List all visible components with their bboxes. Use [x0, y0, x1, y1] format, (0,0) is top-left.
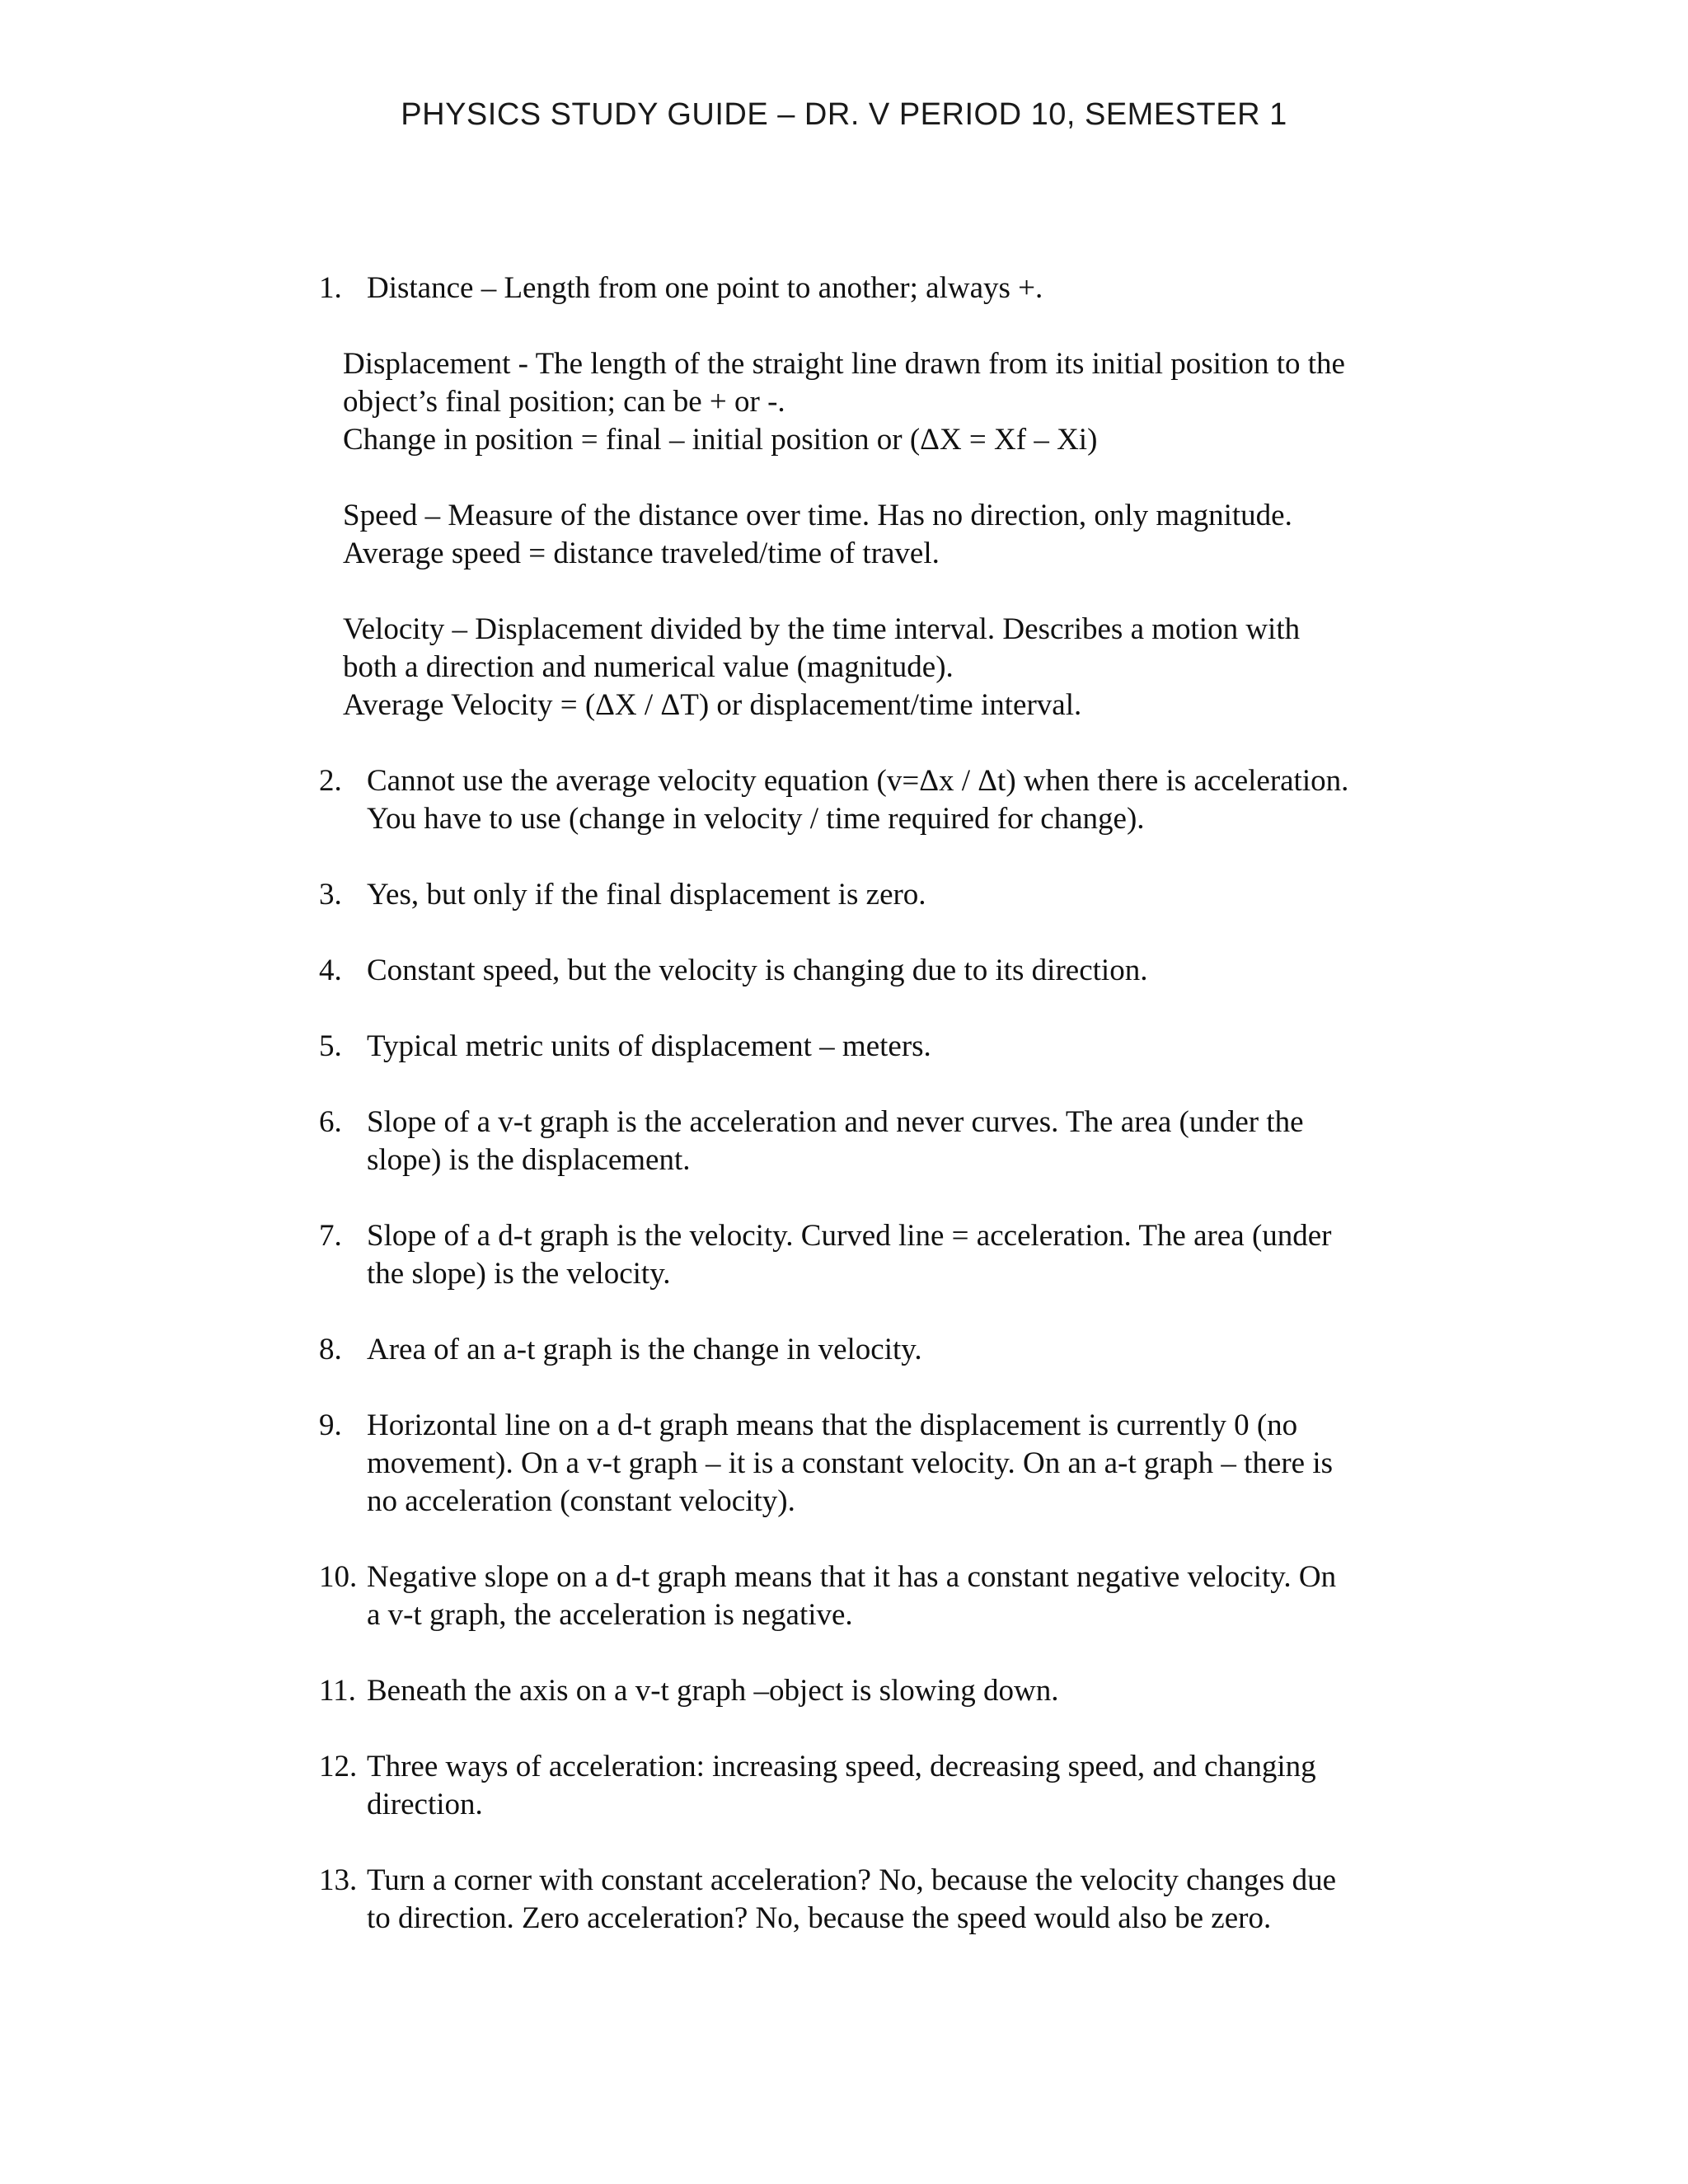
item-number: 8. [319, 1333, 342, 1366]
study-guide-list [319, 269, 1440, 1975]
item-text-line: Area of an a-t graph is the change in velocity. [367, 1333, 922, 1366]
item-number: 4. [319, 954, 342, 987]
list-item-5 [319, 1028, 1440, 1066]
list-item-2 [319, 762, 1440, 838]
list-item-11 [319, 1672, 1440, 1710]
list-item-3 [319, 876, 1440, 914]
list-item-1 [319, 269, 1440, 724]
list-item-7 [319, 1217, 1440, 1293]
item-number: 12. [319, 1750, 358, 1783]
item-number: 10. [319, 1560, 358, 1594]
item-text-line: Slope of a d-t graph is the velocity. Curved line = acceleration. The area (under [367, 1219, 1332, 1253]
list-item-6 [319, 1104, 1440, 1179]
item-number: 7. [319, 1219, 342, 1253]
definition-line: both a direction and numerical value (magnitude). [343, 650, 954, 684]
item-text-line: Turn a corner with constant acceleration? No, because the velocity changes due [367, 1863, 1337, 1897]
item-text-line: Yes, but only if the final displacement is zero. [367, 878, 926, 912]
item-text-line: Beneath the axis on a v-t graph –object is slowing down. [367, 1674, 1059, 1708]
page-header-title: PHYSICS STUDY GUIDE – DR. V PERIOD 10, SEMESTER 1 [401, 97, 1287, 132]
definition-displacement [343, 345, 1440, 459]
item-number: 5. [319, 1029, 342, 1063]
list-item-12 [319, 1748, 1440, 1824]
list-item-9 [319, 1407, 1440, 1521]
definition-line: Average speed = distance traveled/time of travel. [343, 537, 940, 570]
item-text-line: direction. [367, 1788, 483, 1821]
item-number: 2. [319, 764, 342, 798]
definition-line: Speed – Measure of the distance over time. Has no direction, only magnitude. [343, 499, 1292, 532]
item-text-line: Distance – Length from one point to another; always +. [367, 271, 1043, 305]
list-item-13 [319, 1862, 1440, 1938]
item-text-line: Horizontal line on a d-t graph means that the displacement is currently 0 (no [367, 1408, 1298, 1442]
item-text-line: Slope of a v-t graph is the acceleration and never curves. The area (under the [367, 1105, 1304, 1139]
item-text-line: Constant speed, but the velocity is changing due to its direction. [367, 954, 1148, 987]
item-text-line: slope) is the displacement. [367, 1143, 691, 1177]
item-text-line: Cannot use the average velocity equation (v=Δx / Δt) when there is acceleration. [367, 764, 1349, 798]
definition-line: Velocity – Displacement divided by the time interval. Describes a motion with [343, 612, 1301, 646]
definition-line: object’s final position; can be + or -. [343, 385, 785, 419]
item-text-line: Negative slope on a d-t graph means that it has a constant negative velocity. On [367, 1560, 1337, 1594]
item-number: 13. [319, 1863, 358, 1897]
definition-speed [343, 497, 1440, 573]
definition-line: Displacement - The length of the straight line drawn from its initial position to the [343, 347, 1345, 381]
list-item-4 [319, 952, 1440, 990]
item-number: 1. [319, 271, 342, 305]
item-text-line: to direction. Zero acceleration? No, because the speed would also be zero. [367, 1901, 1272, 1935]
item-text-line: movement). On a v-t graph – it is a constant velocity. On an a-t graph – there is [367, 1446, 1334, 1480]
item-number: 11. [319, 1674, 356, 1708]
item-text-line: the slope) is the velocity. [367, 1257, 671, 1291]
item-text-line: You have to use (change in velocity / time required for change). [367, 802, 1145, 836]
item-text-line: Three ways of acceleration: increasing speed, decreasing speed, and changing [367, 1750, 1316, 1783]
item-text-line: Typical metric units of displacement – meters. [367, 1029, 931, 1063]
item-number: 6. [319, 1105, 342, 1139]
item-number: 9. [319, 1408, 342, 1442]
list-item-8 [319, 1331, 1440, 1369]
definition-line: Average Velocity = (ΔX / ΔT) or displacement/time interval. [343, 688, 1082, 722]
definition-line: Change in position = final – initial position or (ΔX = Xf – Xi) [343, 423, 1098, 457]
item-text-line: no acceleration (constant velocity). [367, 1484, 795, 1518]
list-item-10 [319, 1558, 1440, 1634]
definition-velocity [343, 611, 1440, 724]
item-text-line: a v-t graph, the acceleration is negative. [367, 1598, 853, 1632]
item-number: 3. [319, 878, 342, 912]
